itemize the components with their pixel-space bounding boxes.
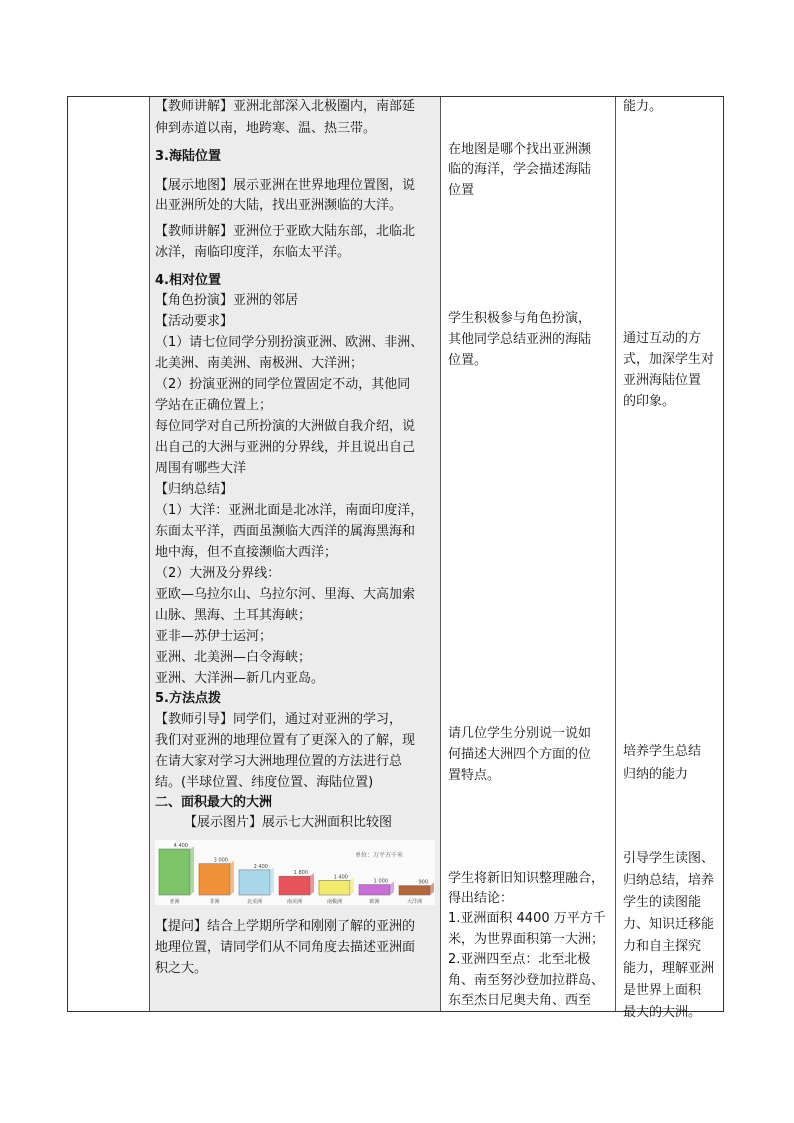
- chart-value-label: 1 800: [293, 870, 308, 877]
- chart-category-label: 亚洲: [169, 899, 180, 905]
- text-line: 出亚洲所处的大陆，找出亚洲濒临的大洋。: [155, 198, 403, 213]
- text-line: （1）大洋：亚洲北面是北冰洋，南面印度洋，: [155, 503, 424, 518]
- text-line: 我们对亚洲的地理位置有了更深入的了解，现: [155, 733, 416, 748]
- chart-bar-side: [230, 861, 234, 895]
- text-line: 米，为世界面积第一大洲；: [448, 932, 605, 947]
- text-line: 得出结论：: [448, 891, 514, 906]
- chart-bar-side: [430, 883, 434, 895]
- text-line: 临的海洋，学会描述海陆: [448, 162, 592, 177]
- teacher-activity-column: [150, 97, 440, 1011]
- chart-bar: [319, 880, 350, 895]
- chart-value-label: 2 400: [253, 863, 268, 870]
- text-line: 最大的大洲。: [623, 1005, 702, 1020]
- text-line: 亚洲海陆位置: [623, 373, 702, 388]
- text-line: 每位同学对自己所扮演的大洲做自我介绍，说: [155, 419, 416, 434]
- text-line: 能力。: [623, 99, 663, 114]
- text-line: 2.亚洲四至点：北至北极: [448, 952, 591, 967]
- lesson-table: [67, 96, 724, 1020]
- text-line: 【归纳总结】: [155, 482, 234, 497]
- text-line: 式，加深学生对: [623, 352, 715, 367]
- chart-value-label: 4 400: [173, 843, 188, 849]
- text-line: 是世界上面积: [623, 983, 702, 998]
- text-line: 【教师引导】同学们，通过对亚洲的学习，: [155, 712, 403, 727]
- chart-bar: [199, 864, 230, 895]
- text-line: 积之大。: [155, 961, 208, 976]
- chart-unit-label: 单位：万平方千米: [355, 852, 404, 859]
- section-heading: 3.海陆位置: [155, 149, 221, 164]
- chart-category-label: 大洋洲: [406, 899, 423, 905]
- text-line: 角、南至努沙登加拉群岛、: [448, 973, 605, 988]
- text-line: 归纳的能力: [623, 767, 689, 782]
- text-line: 学生的读图能: [623, 895, 702, 910]
- text-line: 学站在正确位置上；: [155, 398, 273, 413]
- text-line: 【教师讲解】亚洲北部深入北极圈内，南部延: [155, 99, 416, 114]
- text-line: 伸到赤道以南，地跨寒、温、热三带。: [155, 121, 377, 136]
- text-line: 东面太平洋，西面虽濒临大西洋的属海黑海和: [155, 524, 416, 539]
- text-line: 【提问】结合上学期所学和刚刚了解的亚洲的: [155, 919, 416, 934]
- chart-value-label: 3 000: [213, 857, 228, 864]
- text-line: 请几位学生分别说一说如: [448, 726, 592, 741]
- text-line: 学生积极参与角色扮演，: [448, 311, 592, 326]
- chart-category-label: 欧洲: [369, 899, 380, 905]
- student-activity-column: [441, 97, 615, 1011]
- chart-bar-side: [350, 877, 354, 895]
- chart-bar: [239, 870, 270, 895]
- text-line: 的印象。: [623, 394, 676, 409]
- text-line: 山脉、黑海、土耳其海峡；: [155, 608, 312, 623]
- section-heading: 4.相对位置: [155, 273, 221, 288]
- text-line: 东至杰日尼奥夫角、西至: [448, 993, 592, 1008]
- chart-value-label: 1 400: [333, 874, 348, 881]
- text-line: 通过互动的方: [623, 331, 702, 346]
- text-line: （2）大洲及分界线：: [155, 566, 281, 581]
- text-line: 学生将新旧知识整理融合，: [448, 871, 605, 886]
- chart-bar: [399, 886, 430, 895]
- chart-bar-side: [190, 846, 194, 895]
- text-line: 其他同学总结亚洲的海陆: [448, 332, 592, 347]
- text-line: 结。(半球位置、纬度位置、海陆位置): [155, 775, 374, 790]
- text-line: 地中海，但不直接濒临大西洋；: [155, 545, 338, 560]
- chart-value-label: 1 000: [373, 878, 388, 885]
- text-line: 【展示图片】展示七大洲面积比较图: [184, 815, 393, 830]
- design-intent-column: [616, 97, 724, 1020]
- text-line: 能力，理解亚洲: [623, 961, 715, 976]
- section-heading: 5.方法点拨: [155, 691, 221, 706]
- text-line: 力和自主探究: [623, 939, 702, 954]
- continent-area-chart: [155, 840, 435, 905]
- text-line: 北美洲、南美洲、南极洲、大洋洲；: [155, 356, 364, 371]
- text-line: 置特点。: [448, 768, 501, 783]
- chart-value-label: 900: [418, 879, 428, 886]
- chart-category-label: 非洲: [209, 899, 220, 905]
- text-line: 引导学生读图、: [623, 851, 715, 866]
- text-line: 在地图是哪个找出亚洲濒: [448, 142, 592, 157]
- chart-bar-side: [390, 882, 394, 895]
- text-line: 何描述大洲四个方面的位: [448, 747, 592, 762]
- text-line: 亚洲、大洋洲—新几内亚岛。: [155, 671, 325, 686]
- chart-bar: [279, 876, 310, 895]
- text-line: 亚欧—乌拉尔山、乌拉尔河、里海、大高加索: [155, 587, 416, 602]
- text-line: 培养学生总结: [623, 744, 702, 759]
- text-line: 归纳总结，培养: [623, 873, 715, 888]
- text-line: 【展示地图】展示亚洲在世界地理位置图，说: [155, 178, 416, 193]
- chart-category-label: 北美洲: [246, 899, 263, 905]
- text-line: 亚非—苏伊士运河；: [155, 629, 273, 644]
- text-line: 力、知识迁移能: [623, 917, 715, 932]
- text-line: 位置: [448, 183, 475, 198]
- text-line: 位置。: [448, 353, 488, 368]
- chart-bar: [159, 849, 190, 895]
- chart-bar-side: [270, 867, 274, 895]
- text-line: （1）请七位同学分别扮演亚洲、欧洲、非洲、: [155, 335, 424, 350]
- chart-bar-side: [310, 873, 314, 895]
- text-line: 出自己的大洲与亚洲的分界线，并且说出自己: [155, 440, 416, 455]
- text-line: （2）扮演亚洲的同学位置固定不动，其他同: [155, 377, 411, 392]
- chart-category-label: 南极洲: [326, 899, 343, 905]
- chart-category-label: 南美洲: [286, 899, 303, 905]
- text-line: 周围有哪些大洋: [155, 461, 247, 476]
- text-line: 冰洋，南临印度洋，东临太平洋。: [155, 245, 351, 260]
- text-line: 1.亚洲面积 4400 万平方千: [448, 911, 606, 926]
- text-line: 亚洲、北美洲—白令海峡；: [155, 650, 312, 665]
- section-heading: 二、面积最大的大洲: [155, 795, 273, 810]
- text-line: 在请大家对学习大洲地理位置的方法进行总: [155, 754, 403, 769]
- text-line: 【活动要求】: [155, 314, 234, 329]
- text-line: 地理位置，请同学们从不同角度去描述亚洲面: [155, 940, 416, 955]
- text-line: 【教师讲解】亚洲位于亚欧大陆东部，北临北: [155, 224, 416, 239]
- chart-bar: [359, 885, 390, 895]
- text-line: 【角色扮演】亚洲的邻居: [155, 293, 299, 308]
